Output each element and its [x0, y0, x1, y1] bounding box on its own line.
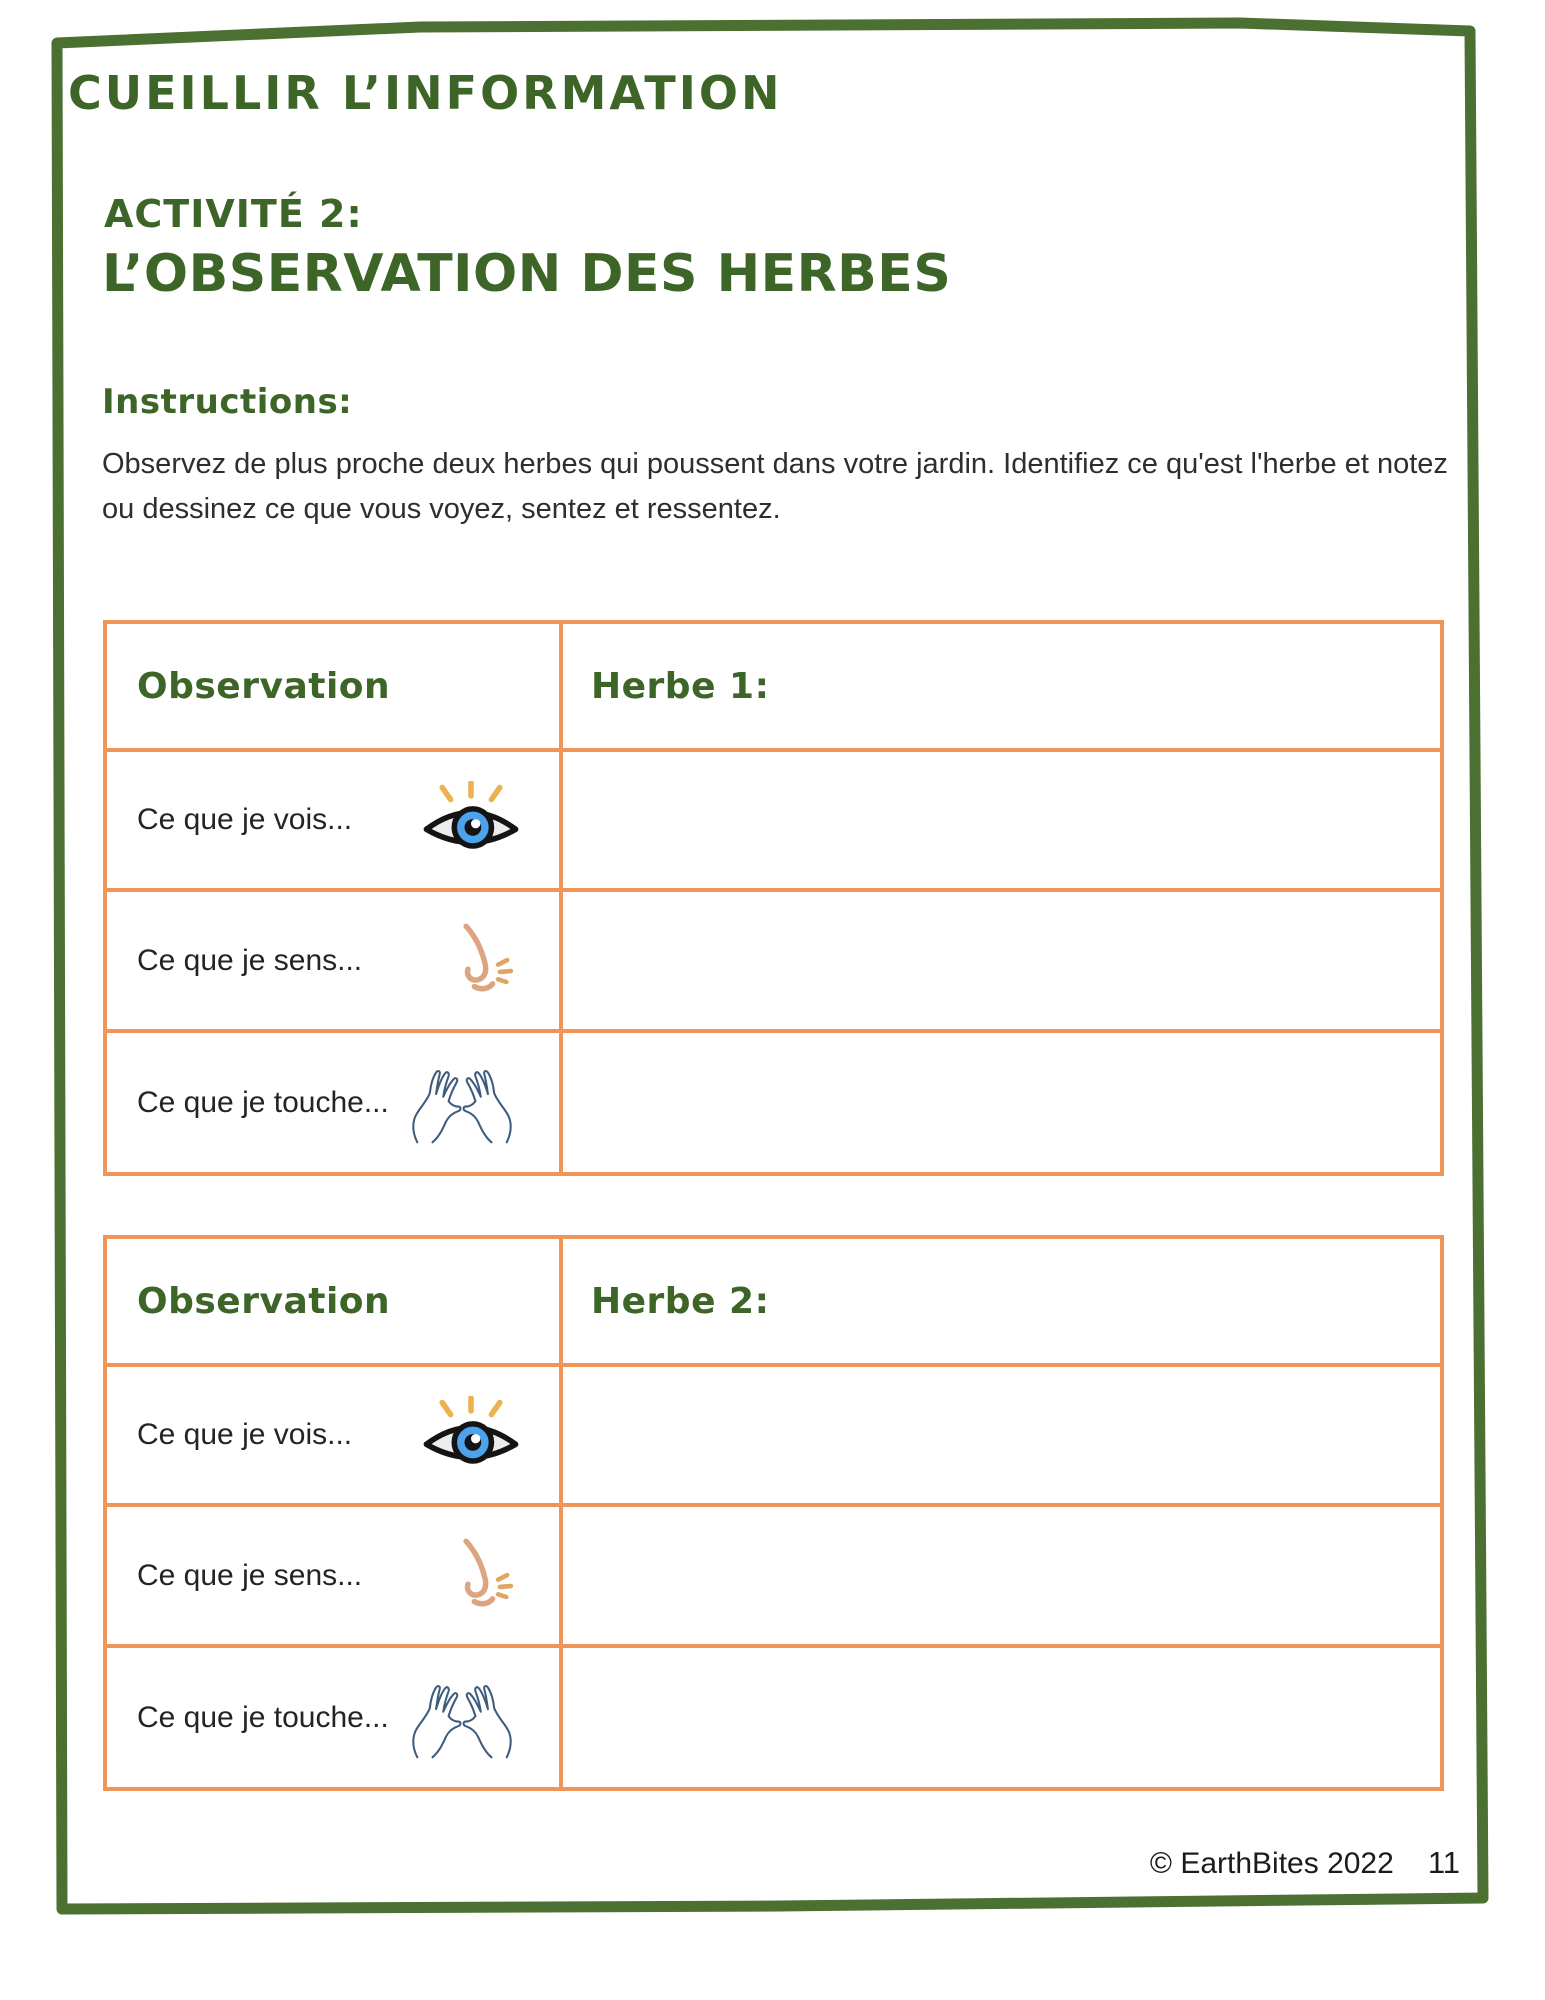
- nose-icon: [435, 919, 521, 1003]
- page-title: CUEILLIR L’INFORMATION: [68, 66, 783, 120]
- row-label: Ce que je sens...: [137, 1558, 363, 1592]
- row-label: Ce que je touche...: [137, 1085, 389, 1119]
- eye-icon: [421, 1396, 521, 1474]
- row-label: Ce que je vois...: [137, 1418, 353, 1451]
- observation-table-herb-2: [103, 1235, 1444, 1791]
- observation-table-herb-1: [103, 620, 1444, 1176]
- row-label: Ce que je touche...: [137, 1700, 389, 1734]
- row-what-i-see: [107, 1363, 563, 1503]
- copyright-text: © EarthBites 2022: [1149, 1847, 1394, 1880]
- herb-2-see-cell: [563, 1363, 1440, 1503]
- nose-icon: [435, 1534, 521, 1618]
- page-number: 11: [1427, 1845, 1460, 1880]
- row-what-i-see: [107, 748, 563, 888]
- eye-icon: [421, 781, 521, 859]
- herb-2-touch-cell: [563, 1644, 1440, 1787]
- hands-icon: [403, 1676, 521, 1760]
- row-what-i-smell: [107, 888, 563, 1029]
- herb-1-see-cell: [563, 748, 1440, 888]
- instructions-heading: Instructions:: [102, 382, 353, 422]
- row-label: Ce que je vois...: [137, 803, 353, 836]
- herb-1-smell-cell: [563, 888, 1440, 1029]
- hands-icon: [403, 1061, 521, 1145]
- herb-2-smell-cell: [563, 1503, 1440, 1644]
- row-label: Ce que je sens...: [137, 943, 363, 977]
- herb-2-header: Herbe 2:: [591, 1280, 770, 1322]
- page-footer: [1150, 1845, 1460, 1881]
- herb-1-header: Herbe 1:: [591, 665, 770, 707]
- instructions-text: Observez de plus proche deux herbes qui poussent dans votre jardin. Identifiez ce qu'est l'herbe et notez ou dessinez ce que vous voyez, sentez et ressentez.: [102, 448, 1448, 525]
- row-what-i-smell: [107, 1503, 563, 1644]
- herb-1-touch-cell: [563, 1029, 1440, 1172]
- activity-title: L’OBSERVATION DES HERBES: [102, 244, 952, 304]
- observation-header: Observation: [107, 624, 563, 748]
- row-what-i-touch: [107, 1029, 563, 1172]
- activity-label: ACTIVITÉ 2:: [104, 192, 363, 236]
- row-what-i-touch: [107, 1644, 563, 1787]
- observation-header: Observation: [107, 1239, 563, 1363]
